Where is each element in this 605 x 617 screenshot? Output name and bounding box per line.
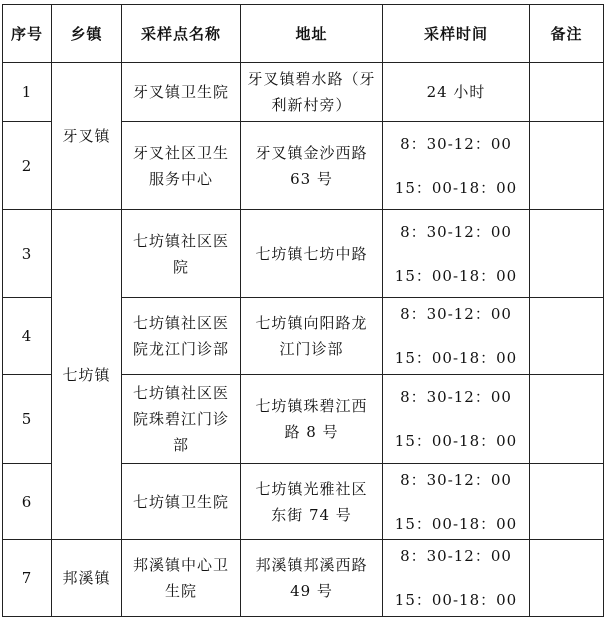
time-cell: 8：30-12：00 15：00-18：00 <box>383 298 530 375</box>
sampling-schedule-table <box>2 4 604 617</box>
header-row <box>3 5 604 63</box>
address-cell: 牙叉镇金沙西路 63 号 <box>241 122 383 210</box>
row-no: 7 <box>3 540 52 617</box>
header-no: 序号 <box>3 5 52 63</box>
row-no: 5 <box>3 375 52 464</box>
header-town: 乡镇 <box>52 5 122 63</box>
time-cell: 8：30-12：00 15：00-18：00 <box>383 464 530 540</box>
row-no: 6 <box>3 464 52 540</box>
table-row <box>3 63 604 122</box>
row-no: 3 <box>3 210 52 298</box>
header-note: 备注 <box>530 5 604 63</box>
town-cell: 牙叉镇 <box>52 63 122 210</box>
table-row <box>3 210 604 298</box>
town-cell: 七坊镇 <box>52 210 122 540</box>
row-no: 2 <box>3 122 52 210</box>
site-name-cell: 邦溪镇中心卫 生院 <box>122 540 241 617</box>
address-cell: 七坊镇光雅社区 东街 74 号 <box>241 464 383 540</box>
note-cell <box>530 298 604 375</box>
table-row <box>3 540 604 617</box>
site-name-cell: 七坊镇社区医 院 <box>122 210 241 298</box>
time-cell: 8：30-12：00 15：00-18：00 <box>383 210 530 298</box>
note-cell <box>530 464 604 540</box>
header-site-name: 采样点名称 <box>122 5 241 63</box>
site-name-cell: 七坊镇社区医 院龙江门诊部 <box>122 298 241 375</box>
time-cell: 8：30-12：00 15：00-18：00 <box>383 122 530 210</box>
note-cell <box>530 210 604 298</box>
site-name-cell: 牙叉社区卫生 服务中心 <box>122 122 241 210</box>
site-name-cell: 七坊镇社区医 院珠碧江门诊 部 <box>122 375 241 464</box>
row-no: 1 <box>3 63 52 122</box>
site-name-cell: 牙叉镇卫生院 <box>122 63 241 122</box>
header-address: 地址 <box>241 5 383 63</box>
note-cell <box>530 122 604 210</box>
note-cell <box>530 375 604 464</box>
time-cell: 24 小时 <box>383 63 530 122</box>
address-cell: 牙叉镇碧水路（牙 利新村旁） <box>241 63 383 122</box>
address-cell: 七坊镇珠碧江西 路 8 号 <box>241 375 383 464</box>
site-name-cell: 七坊镇卫生院 <box>122 464 241 540</box>
address-cell: 七坊镇向阳路龙 江门诊部 <box>241 298 383 375</box>
address-cell: 邦溪镇邦溪西路 49 号 <box>241 540 383 617</box>
header-sampling-time: 采样时间 <box>383 5 530 63</box>
town-cell: 邦溪镇 <box>52 540 122 617</box>
note-cell <box>530 540 604 617</box>
time-cell: 8：30-12：00 15：00-18：00 <box>383 375 530 464</box>
note-cell <box>530 63 604 122</box>
address-cell: 七坊镇七坊中路 <box>241 210 383 298</box>
time-cell: 8：30-12：00 15：00-18：00 <box>383 540 530 617</box>
row-no: 4 <box>3 298 52 375</box>
